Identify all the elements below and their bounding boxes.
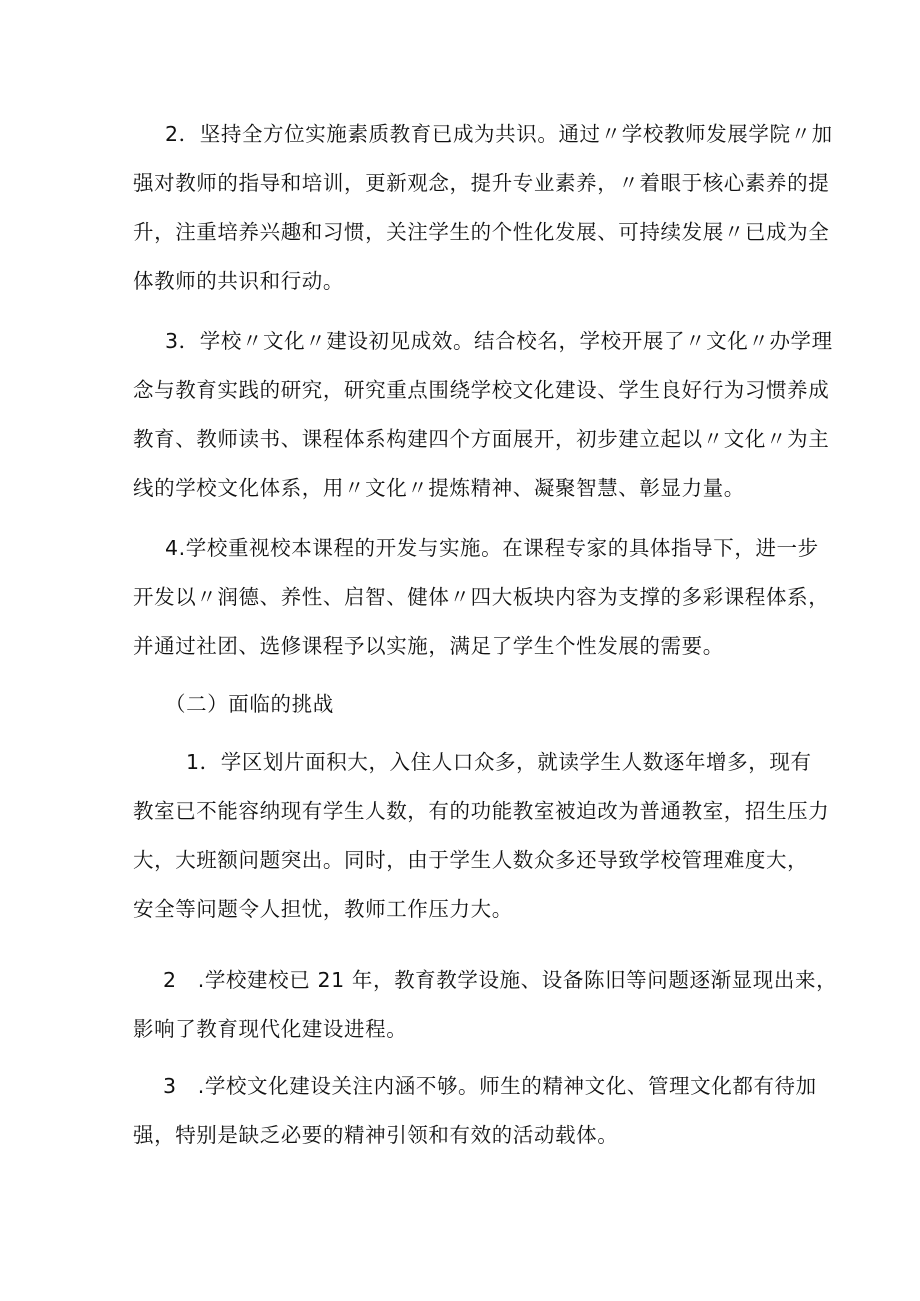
text-line: 2 .学校建校已 21 年，教育教学设施、设备陈旧等问题逐渐显现出来， (163, 968, 838, 992)
text-line: 教室已不能容纳现有学生人数，有的功能教室被迫改为普通教室，招生压力 (133, 799, 830, 823)
text-line: 线的学校文化体系，用〃文化〃提炼精神、凝聚智慧、彰显力量。 (133, 476, 745, 500)
text-line: 强对教师的指导和培训，更新观念，提升专业素养，〃着眼于核心素养的提 (133, 171, 830, 195)
text-line: 并通过社团、选修课程予以实施，满足了学生个性发展的需要。 (133, 634, 724, 658)
text-line: 念与教育实践的研究，研究重点围绕学校文化建设、学生良好行为习惯养成 (133, 378, 830, 402)
text-line: 大，大班额问题突出。同时，由于学生人数众多还导致学校管理难度大， (133, 848, 809, 872)
text-line: 2．坚持全方位实施素质教育已成为共识。通过〃学校教师发展学院〃加 (165, 122, 833, 146)
text-line: 体教师的共识和行动。 (133, 269, 344, 293)
text-line: 3 .学校文化建设关注内涵不够。师生的精神文化、管理文化都有待加 (163, 1074, 817, 1098)
text-line: 开发以〃润德、养性、启智、健体〃四大板块内容为支撑的多彩课程体系， (133, 585, 830, 609)
text-line: 4.学校重视校本课程的开发与实施。在课程专家的具体指导下，进一步 (165, 536, 819, 560)
text-line: 教育、教师读书、课程体系构建四个方面展开，初步建立起以〃文化〃为主 (133, 427, 830, 451)
text-line: 安全等问题令人担忧，教师工作压力大。 (133, 897, 513, 921)
text-line: 1．学区划片面积大，入住人口众多，就读学生人数逐年增多，现有 (186, 750, 812, 774)
text-line: 强，特别是缺乏必要的精神引领和有效的活动载体。 (133, 1123, 619, 1147)
text-line: 升，注重培养兴趣和习惯，关注学生的个性化发展、可持续发展〃已成为全 (133, 220, 830, 244)
text-line: 3．学校〃文化〃建设初见成效。结合校名，学校开展了〃文化〃办学理 (165, 329, 833, 353)
text-line: 影响了教育现代化建设进程。 (133, 1017, 408, 1041)
section-heading: （二）面临的挑战 (165, 692, 334, 716)
